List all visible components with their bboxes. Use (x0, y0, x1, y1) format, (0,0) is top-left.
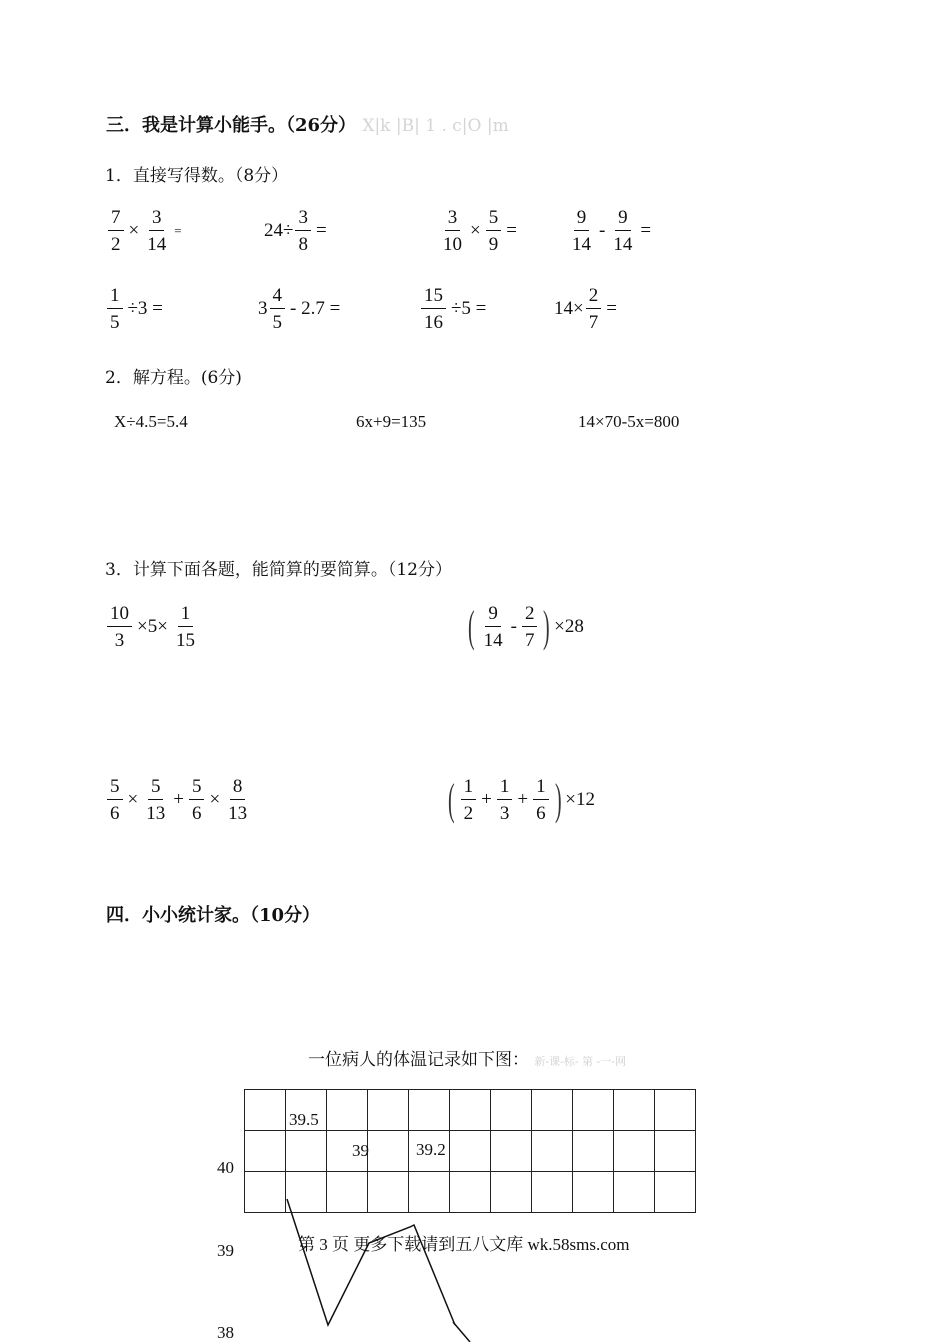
q3-problem-4: ( $\frac{1}{2}$ + $\frac{1}{3}$ + $\frac{1}{6}$ ) ×12 (448, 775, 595, 824)
question-3-label: 3．计算下面各题，能简算的要简算。（12分） (105, 560, 452, 580)
q1-expr-6: 3 $\frac{4}{5}$ - 2.7 = (258, 285, 341, 333)
question-1-label: 1．直接写得数。（8分） (105, 166, 289, 186)
chart-watermark: 新-课-标- 第 -一-网 (534, 1055, 626, 1068)
q1-expr-1: $\frac{7}{2}$ × $\frac{3}{14}$ = (106, 208, 185, 254)
q3-problem-1: $\frac{10}{3}$ ×5× $\frac{1}{15}$ (105, 604, 200, 650)
y-label-39: 39 (217, 1241, 234, 1260)
section-4-title: 四．小小统计家。（10分） (106, 905, 321, 926)
cell-value-3: 39.2 (416, 1140, 446, 1159)
equation-1: X÷4.5=5.4 (114, 412, 188, 431)
y-label-38: 38 (217, 1323, 234, 1342)
q1-expr-8: 14× $\frac{2}{7}$ = (554, 285, 617, 333)
y-label-40: 40 (217, 1158, 234, 1177)
q1-expr-3: $\frac{3}{10}$ × $\frac{5}{9}$ = (443, 207, 517, 255)
q1-expr-2: 24÷ $\frac{3}{8}$ = (264, 207, 327, 255)
q1-expr-4: $\frac{9}{14}$ - $\frac{9}{14}$ = (572, 207, 652, 255)
q1-expr-7: $\frac{15}{16}$ ÷5 = (419, 286, 489, 332)
question-2-label: 2．解方程。(6分) (105, 368, 242, 388)
equation-2: 6x+9=135 (356, 412, 427, 431)
temperature-line (287, 1199, 455, 1325)
cell-value-2: 39 (352, 1141, 369, 1160)
q3-problem-3: $\frac{5}{6}$ × $\frac{5}{13}$ + $\frac{5}{6}$ × $\frac{8}{13}$ (105, 777, 252, 823)
equation-3: 14×70-5x=800 (578, 412, 680, 431)
temperature-line-tail (453, 1322, 470, 1342)
section-3-title-text: 三．我是计算小能手。（26分） (106, 115, 357, 136)
q1-expr-5: $\frac{1}{5}$ ÷3 = (105, 286, 166, 332)
chart-caption-text: 一位病人的体温记录如下图： (308, 1050, 529, 1070)
watermark-text: X|k |B| 1 . c|O |m (362, 116, 509, 136)
cell-value-1: 39.5 (289, 1110, 319, 1129)
q3-problem-2: ( $\frac{9}{14}$ - $\frac{2}{7}$ ) ×28 (468, 602, 584, 651)
page-footer: 第 3 页 更多下载请到五八文库 wk.58sms.com (298, 1235, 630, 1254)
